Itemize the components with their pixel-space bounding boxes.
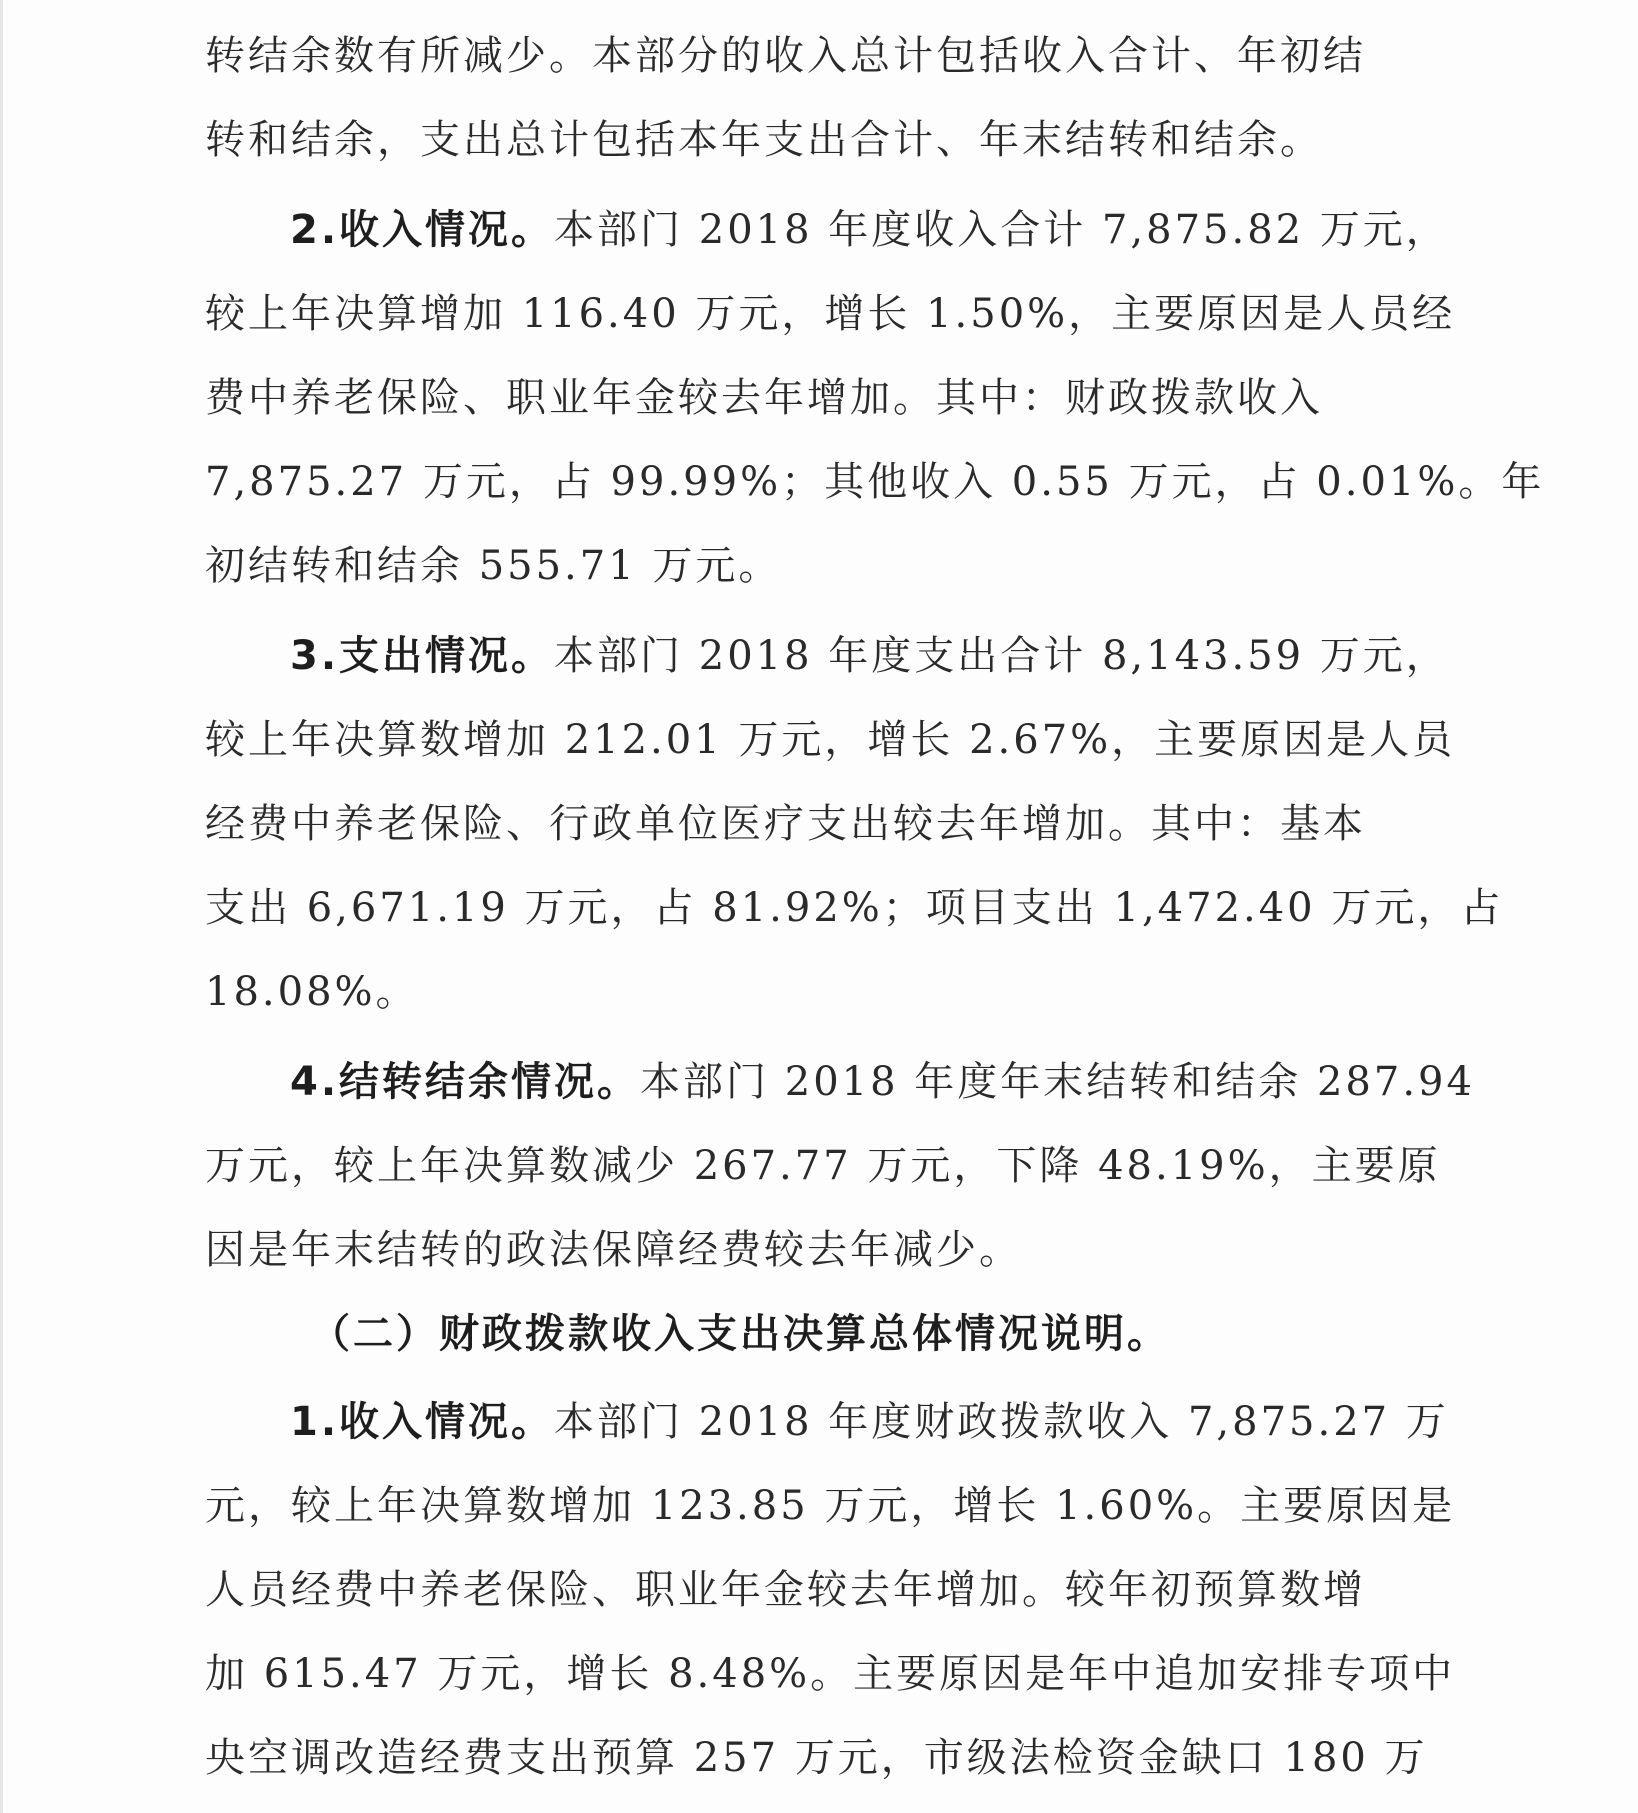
line-13-text: 本部门 2018 年度年末结转和结余 287.94 bbox=[640, 1059, 1475, 1105]
text-line-3 bbox=[290, 188, 1530, 272]
text-line-4 bbox=[205, 272, 1456, 356]
text-line-2 bbox=[205, 98, 1445, 182]
text-line-17 bbox=[290, 1380, 1530, 1464]
section-heading-expenditure: 3.支出情况。 bbox=[290, 633, 555, 679]
text-line-13 bbox=[290, 1040, 1530, 1124]
text-line-12 bbox=[205, 950, 1445, 1034]
line-17-text: 本部门 2018 年度财政拨款收入 7,875.27 万 bbox=[554, 1399, 1449, 1445]
text-line-15 bbox=[205, 1208, 1445, 1292]
line-14-text: 万元，较上年决算数减少 267.77 万元，下降 48.19%，主要原 bbox=[205, 1143, 1441, 1189]
line-10-text: 经费中养老保险、行政单位医疗支出较去年增加。其中：基本 bbox=[205, 801, 1366, 847]
section-heading-income: 2.收入情况。 bbox=[290, 207, 555, 253]
line-11-text: 支出 6,671.19 万元，占 81.92%；项目支出 1,472.40 万元，占 bbox=[205, 885, 1504, 931]
line-19-text: 人员经费中养老保险、职业年金较去年增加。较年初预算数增 bbox=[205, 1567, 1366, 1613]
text-line-8 bbox=[290, 614, 1530, 698]
section-heading-fiscal-income: 1.收入情况。 bbox=[290, 1399, 555, 1445]
section-heading-carryover: 4.结转结余情况。 bbox=[290, 1059, 641, 1105]
text-line-16 bbox=[310, 1292, 1550, 1376]
text-line-19 bbox=[205, 1548, 1445, 1632]
text-line-10 bbox=[205, 782, 1445, 866]
text-line-18 bbox=[205, 1464, 1456, 1548]
text-line-11 bbox=[205, 866, 1504, 950]
text-line-6 bbox=[205, 440, 1545, 524]
line-21-text: 央空调改造经费支出预算 257 万元，市级法检资金缺口 180 万 bbox=[205, 1735, 1428, 1781]
line-18-text: 元，较上年决算数增加 123.85 万元，增长 1.60%。主要原因是 bbox=[205, 1483, 1456, 1529]
line-12-text: 18.08%。 bbox=[205, 969, 419, 1015]
subsection-heading-fiscal: （二）财政拨款收入支出决算总体情况说明。 bbox=[310, 1311, 1170, 1357]
line-6-text: 7,875.27 万元，占 99.99%；其他收入 0.55 万元，占 0.01%。年 bbox=[205, 459, 1545, 505]
line-8-text: 本部门 2018 年度支出合计 8,143.59 万元， bbox=[554, 633, 1449, 679]
text-line-1 bbox=[205, 14, 1445, 98]
line-20-text: 加 615.47 万元，增长 8.48%。主要原因是年中追加安排专项中 bbox=[205, 1651, 1456, 1697]
text-line-21 bbox=[205, 1716, 1445, 1800]
line-9-text: 较上年决算数增加 212.01 万元，增长 2.67%，主要原因是人员 bbox=[205, 717, 1456, 763]
line-2-text: 转和结余，支出总计包括本年支出合计、年末结转和结余。 bbox=[205, 117, 1323, 163]
line-15-text: 因是年末结转的政法保障经费较去年减少。 bbox=[205, 1227, 1022, 1273]
line-5-text: 费中养老保险、职业年金较去年增加。其中：财政拨款收入 bbox=[205, 375, 1323, 421]
text-line-9 bbox=[205, 698, 1456, 782]
line-4-text: 较上年决算增加 116.40 万元，增长 1.50%，主要原因是人员经 bbox=[205, 291, 1456, 337]
text-line-14 bbox=[205, 1124, 1445, 1208]
scan-edge bbox=[0, 0, 3, 1813]
text-line-5 bbox=[205, 356, 1445, 440]
line-7-text: 初结转和结余 555.71 万元。 bbox=[205, 543, 782, 589]
line-3-text: 本部门 2018 年度收入合计 7,875.82 万元， bbox=[554, 207, 1449, 253]
text-line-7 bbox=[205, 524, 1445, 608]
line-1-text: 转结余数有所减少。本部分的收入总计包括收入合计、年初结 bbox=[205, 33, 1366, 79]
text-line-20 bbox=[205, 1632, 1456, 1716]
